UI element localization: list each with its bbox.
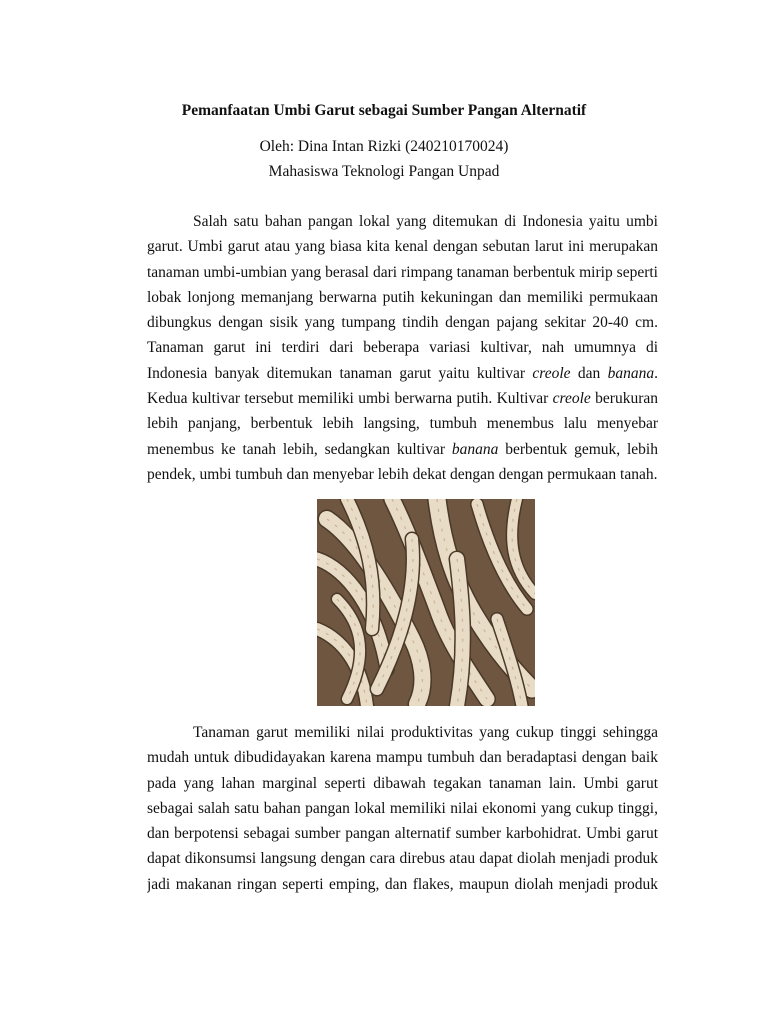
text-run: Kedua kultivar tersebut memiliki umbi berwarna putih. Kultivar (147, 390, 553, 408)
text-line (147, 796, 658, 821)
text-run: Tanaman garut memiliki nilai produktivitas yang cukup tinggi sehingga (193, 724, 658, 741)
text-line (147, 462, 658, 487)
text-run: pendek, umbi tumbuh dan menyebar lebih dekat dengan dengan permukaan tanah. (147, 465, 658, 483)
text-run: berbentuk gemuk, lebih (498, 440, 658, 458)
text-run: menembus ke tanah lebih, sedangkan kultivar (147, 440, 452, 458)
text-line (147, 335, 658, 360)
text-run: Salah satu bahan pangan lokal yang ditemukan di Indonesia yaitu umbi (193, 213, 658, 230)
text-line (147, 821, 658, 846)
arrowroot-tubers-image (317, 499, 535, 706)
italic-term: banana (607, 364, 655, 382)
text-line (147, 411, 658, 436)
text-run: Tanaman garut ini terdiri dari beberapa variasi kultivar, nah umumnya di (147, 339, 658, 357)
document-title: Pemanfaatan Umbi Garut sebagai Sumber Pangan Alternatif (181, 102, 587, 119)
author-line: Oleh: Dina Intan Rizki (240210170024) (259, 138, 509, 155)
text-line (147, 361, 658, 386)
text-run: mudah untuk dibudidayakan karena mampu tumbuh dan beradaptasi dengan baik (147, 749, 658, 767)
text-line (147, 260, 658, 285)
text-run: Indonesia banyak ditemukan tanaman garut yaitu kultivar (147, 364, 533, 382)
italic-term: banana (451, 440, 499, 458)
text-run: tanaman umbi-umbian yang berasal dari rimpang tanaman berbentuk mirip seperti (147, 263, 658, 281)
italic-term: creole (532, 364, 571, 382)
text-line (147, 771, 658, 796)
text-line (147, 745, 658, 770)
text-run: lobak lonjong memanjang berwarna putih kekuningan dan memiliki permukaan (147, 288, 658, 306)
text-run: dan (570, 364, 608, 382)
text-line (147, 285, 658, 310)
text-run: . (654, 364, 658, 382)
arrowroot-tubers-photo (317, 499, 535, 706)
affiliation-line: Mahasiswa Teknologi Pangan Unpad (268, 163, 500, 180)
text-line (147, 386, 658, 411)
text-run: jadi makanan ringan seperti emping, dan flakes, maupun diolah menjadi produk (147, 875, 658, 893)
text-line (147, 437, 658, 462)
text-run: dapat dikonsumsi langsung dengan cara direbus atau dapat diolah menjadi produk (147, 850, 658, 868)
text-line (147, 209, 658, 234)
text-line (147, 872, 658, 897)
italic-term: creole (552, 390, 591, 408)
text-run: lebih panjang, berbentuk lebih langsing, tumbuh menembus lalu menyebar (147, 415, 658, 433)
text-run: berukuran (590, 390, 658, 408)
text-line (147, 720, 658, 745)
text-run: garut. Umbi garut atau yang biasa kita kenal dengan sebutan larut ini merupakan (147, 238, 658, 256)
text-line (147, 310, 658, 335)
text-line (147, 846, 658, 871)
text-line (147, 234, 658, 259)
text-run: pada yang lahan marginal seperti dibawah tegakan tanaman lain. Umbi garut (147, 774, 658, 792)
text-run: dan berpotensi sebagai sumber pangan alternatif sumber karbohidrat. Umbi garut (147, 825, 658, 843)
text-run: sebagai salah satu bahan pangan lokal memiliki nilai ekonomi yang cukup tinggi, (147, 799, 658, 817)
paragraph-2 (147, 720, 658, 897)
paragraph-1 (147, 209, 658, 487)
text-run: dibungkus dengan sisik yang tumpang tindih dengan pajang sekitar 20-40 cm. (147, 314, 658, 332)
